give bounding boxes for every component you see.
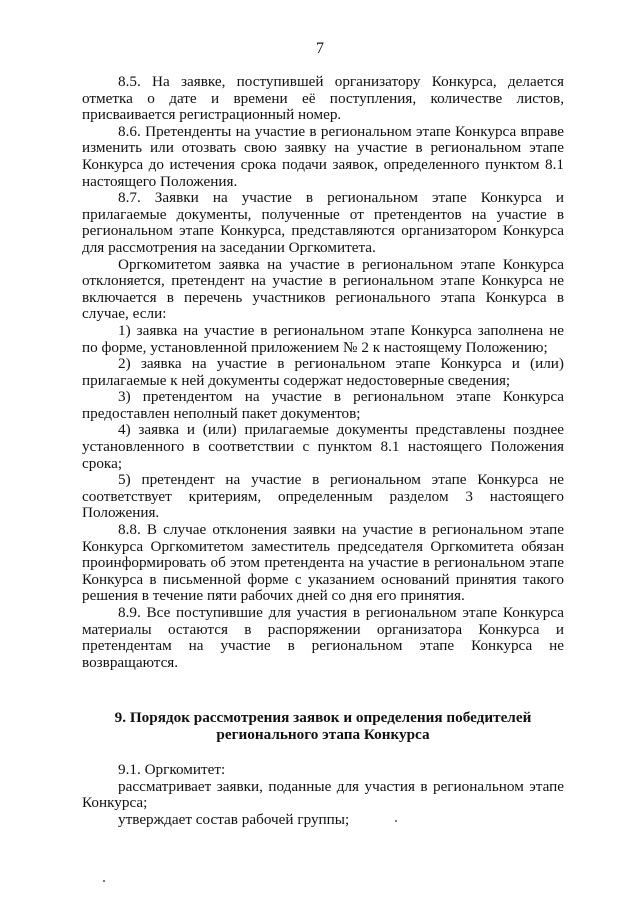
paragraph-8-7: 8.7. Заявки на участие в региональном этапе Конкурса и прилагаемые документы, полученные от претендентов на участие в региональном этапе Конкурса, представляются организатором Конкурса для рассмотрения на заседании Оргкомитета.	[82, 189, 564, 256]
paragraph-8-9: 8.9. Все поступившие для участия в региональном этапе Конкурса материалы остаются в распоряжении организатора Конкурса и претендентам на участие в региональном этапе Конкурса не возвращаются.	[82, 604, 564, 671]
paragraph-9-1: 9.1. Оргкомитет:	[118, 761, 226, 778]
list-item-5: 5) претендент на участие в региональном этапе Конкурса не соответствует критериям, определенным разделом 3 настоящего Положения.	[82, 471, 564, 522]
paragraph-8-6: 8.6. Претенденты на участие в региональном этапе Конкурса вправе изменить или отозвать свою заявку на участие в региональном этапе Конкурса до истечения срока подачи заявок, определенного пунктом 8.1 настоящего Положения.	[82, 122, 564, 190]
list-item-3: 3) претендентом на участие в региональном этапе Конкурса предоставлен неполный пакет документов;	[82, 388, 564, 422]
section-body	[82, 762, 564, 828]
section-heading-line2: регионального этапа Конкурса	[216, 726, 430, 743]
list-item-1: 1) заявка на участие в региональном этапе Конкурса заполнена не по форме, установленной приложением № 2 к настоящему Положению;	[82, 321, 564, 356]
paragraph-9-1-item-1: рассматривает заявки, поданные для участия в региональном этапе Конкурса;	[82, 777, 564, 812]
list-item-4: 4) заявка и (или) прилагаемые документы представлены позднее установленного в соответствии с пунктом 8.1 настоящего Положения срока;	[82, 421, 564, 472]
section-heading-line1: 9. Порядок рассмотрения заявок и определения победителей	[114, 709, 532, 726]
scan-speck	[395, 820, 397, 822]
section-heading	[82, 709, 564, 743]
document-body	[82, 74, 564, 671]
list-item-2: 2) заявка на участие в региональном этапе Конкурса и (или) прилагаемые к ней документы содержат недостоверные сведения;	[82, 355, 564, 389]
page-number: 7	[316, 40, 324, 57]
paragraph-rejection-intro: Оргкомитетом заявка на участие в региональном этапе Конкурса отклоняется, претендент на участие в региональном этапе Конкурса не включается в перечень участников регионального этапа Конкурса в случае, если:	[82, 255, 564, 323]
scan-speck	[103, 880, 105, 882]
paragraph-8-5: 8.5. На заявке, поступившей организатору Конкурса, делается отметка о дате и времени её поступления, количестве листов, присваивается регистрационный номер.	[82, 73, 564, 124]
paragraph-8-8: 8.8. В случае отклонения заявки на участие в региональном этапе Конкурса Оргкомитетом заместитель председателя Оргкомитета обязан проинформировать об этом претендента на участие в региональном этапе Конкурса в письменной форме с указанием оснований принятия такого решения в течение пяти рабочих дней со дня его принятия.	[82, 521, 564, 605]
paragraph-9-1-item-2: утверждает состав рабочей группы;	[118, 810, 350, 828]
